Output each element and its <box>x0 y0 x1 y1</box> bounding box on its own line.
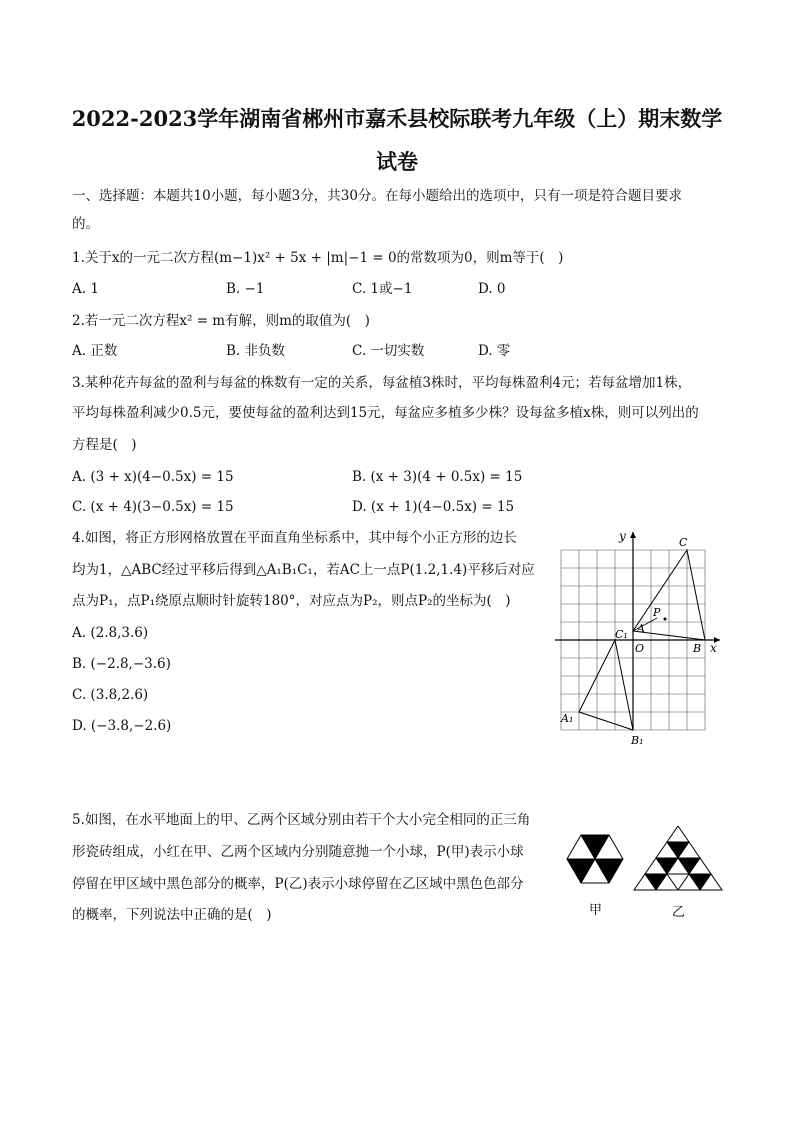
q1-option-c[interactable]: C. 1或−1 <box>352 281 413 297</box>
question-3-stem-end: 方程是( ) <box>72 437 137 453</box>
tri-black-3 <box>678 858 700 874</box>
label-p: P <box>653 606 661 619</box>
q3-option-b[interactable]: B. (x + 3)(4 + 0.5x) = 15 <box>352 469 523 485</box>
q4-option-c[interactable]: C. (3.8,2.6) <box>72 687 149 703</box>
label-a: A <box>637 622 645 635</box>
q1-option-b[interactable]: B. −1 <box>226 281 265 297</box>
label-y: y <box>619 529 626 543</box>
question-5-stem-cont2: 停留在甲区域中黑色部分的概率，P(乙)表示小球停留在乙区域中黑色色部分 <box>72 876 524 892</box>
question-1-stem: 1.关于x的一元二次方程(m−1)x² + 5x + |m|−1 = 0的常数项为0，则m等于( ) <box>72 250 564 266</box>
q1-option-d[interactable]: D. 0 <box>478 281 506 297</box>
label-a1: A₁ <box>561 712 574 725</box>
tri-black-1 <box>667 842 689 858</box>
q4-option-d[interactable]: D. (−3.8,−2.6) <box>72 718 172 734</box>
q5-tiles-svg <box>562 826 727 926</box>
q2-option-c[interactable]: C. 一切实数 <box>352 343 425 359</box>
q2-option-b[interactable]: B. 非负数 <box>226 343 286 359</box>
exam-title-continued: 试卷 <box>376 149 418 174</box>
label-o: O <box>635 642 645 655</box>
question-2-stem: 2.若一元二次方程x² = m有解，则m的取值为( ) <box>72 313 370 329</box>
label-b: B <box>693 642 702 655</box>
question-4-stem-cont: 均为1，△ABC经过平移后得到△A₁B₁C₁，若AC上一点P(1.2,1.4)平移后对应 <box>72 562 535 578</box>
exam-title: 2022-2023学年湖南省郴州市嘉禾县校际联考九年级（上）期末数学 <box>71 106 723 131</box>
question-3-stem: 3.某种花卉每盆的盈利与每盆的株数有一定的关系，每盆植3株时，平均每株盈利4元；若每盆增加1株， <box>72 375 692 391</box>
triangle-a1b1c1 <box>579 640 633 730</box>
point-p <box>664 618 667 621</box>
label-c1: C₁ <box>615 628 628 641</box>
q3-option-d[interactable]: D. (x + 1)(4−0.5x) = 15 <box>352 499 515 515</box>
question-4-stem: 4.如图，将正方形网格放置在平面直角坐标系中，其中每个小正方形的边长 <box>72 530 517 546</box>
hex-black-lower-right <box>595 859 623 883</box>
q4-option-b[interactable]: B. (−2.8,−3.6) <box>72 656 171 672</box>
q1-option-a[interactable]: A. 1 <box>72 281 99 297</box>
y-axis-arrow <box>630 532 636 538</box>
question-3-stem-cont: 平均每株盈利减少0.5元，要使每盆的盈利达到15元，每盆应多植多少株？设每盆多植x株，则可以列出的 <box>72 405 699 421</box>
question-5-stem-cont: 形瓷砖组成，小红在甲、乙两个区域内分别随意抛一个小球，P(甲)表示小球 <box>72 844 524 860</box>
label-yi: 乙 <box>672 905 686 920</box>
q2-option-d[interactable]: D. 零 <box>478 343 511 359</box>
q4-coordinate-grid-figure <box>555 528 730 757</box>
q4-grid-svg <box>555 528 730 753</box>
question-4-stem-end: 点为P₁，点P₁绕原点顺时针旋转180°，对应点为P₂，则点P₂的坐标为( ) <box>72 593 511 609</box>
q4-option-a[interactable]: A. (2.8,3.6) <box>72 625 149 641</box>
q2-option-a[interactable]: A. 正数 <box>72 343 118 359</box>
q3-option-c[interactable]: C. (x + 4)(3−0.5x) = 15 <box>72 499 234 515</box>
tri-black-2 <box>656 858 678 874</box>
tri-black-5 <box>689 874 711 890</box>
hex-black-top <box>581 835 609 859</box>
question-5-stem-end: 的概率，下列说法中正确的是( ) <box>72 907 272 923</box>
question-5-stem: 5.如图，在水平地面上的甲、乙两个区域分别由若干个大小完全相同的正三角 <box>72 812 531 828</box>
q5-tile-figure <box>562 826 727 930</box>
label-x: x <box>710 641 717 655</box>
hex-black-lower-left <box>567 859 595 883</box>
section1-instructions-cont: 的。 <box>72 216 99 232</box>
label-jia: 甲 <box>589 903 603 918</box>
tri-black-4 <box>645 874 667 890</box>
hexagon-jia <box>567 835 623 883</box>
label-c: C <box>679 536 688 549</box>
q3-option-a[interactable]: A. (3 + x)(4−0.5x) = 15 <box>72 469 234 485</box>
section1-instructions: 一、选择题：本题共10小题，每小题3分，共30分。在每小题给出的选项中，只有一项是符合题目要求 <box>72 188 682 204</box>
triangle-yi <box>634 826 722 890</box>
label-b1: B₁ <box>631 734 644 747</box>
